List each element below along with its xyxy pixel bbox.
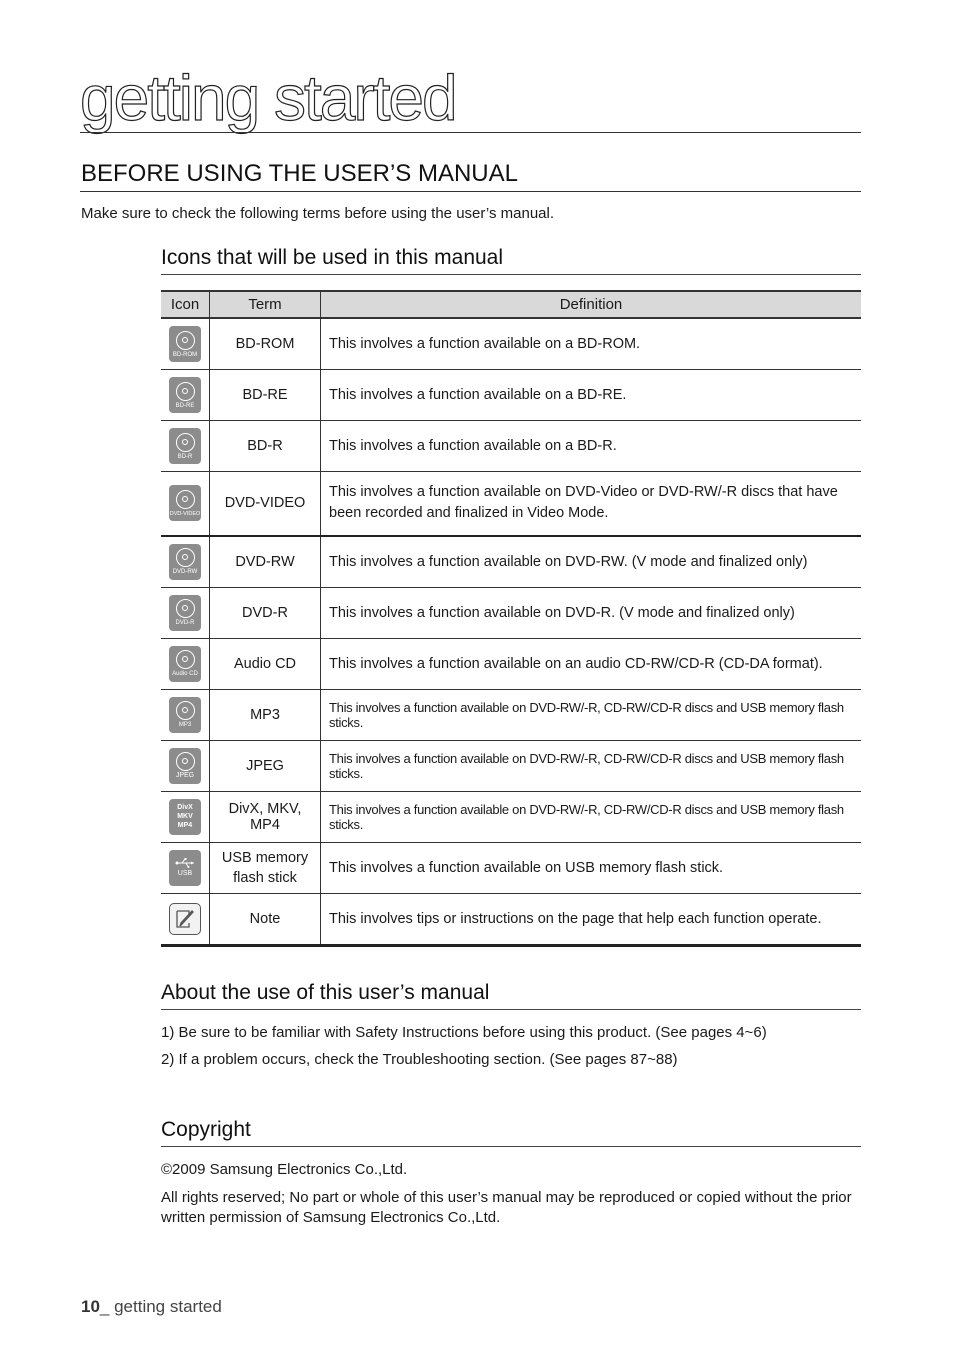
icon-cell — [161, 740, 210, 791]
footer-label: _ getting started — [99, 1297, 222, 1316]
term-cell: USB memory flash stick — [210, 842, 321, 893]
term-cell: JPEG — [210, 740, 321, 791]
icon-cell — [161, 587, 210, 638]
copyright-line: ©2009 Samsung Electronics Co.,Ltd. — [161, 1161, 408, 1178]
term-cell: BD-RE — [210, 370, 321, 421]
term-cell: DVD-R — [210, 587, 321, 638]
definition-cell: This involves tips or instructions on the page that help each function operate. — [321, 893, 862, 945]
note-pencil-icon — [169, 903, 201, 935]
chapter-title: getting started — [80, 62, 456, 134]
icon-cell — [161, 842, 210, 893]
table-row — [161, 893, 861, 945]
about-list-item-1: 1) Be sure to be familiar with Safety Instructions before using this product. (See pages 4~6) — [161, 1024, 767, 1041]
icon-cell — [161, 318, 210, 370]
icons-section-title: Icons that will be used in this manual — [161, 246, 504, 269]
copyright-rights: All rights reserved; No part or whole of this user’s manual may be reproduced or copied without the prior written permission of Samsung Electronics Co.,Ltd. — [161, 1189, 852, 1226]
table-row — [161, 536, 861, 588]
icon-label: DVD-R — [175, 620, 195, 626]
icon-label: USB — [177, 870, 193, 877]
definition-cell: This involves a function available on DVD-R. (V mode and finalized only) — [321, 587, 862, 638]
icon-cell — [161, 689, 210, 740]
chapter-rule — [80, 132, 861, 133]
disc-icon — [176, 752, 195, 771]
table-row — [161, 472, 861, 536]
icon-label: MP3 — [178, 722, 192, 728]
term-cell: DVD-VIDEO — [210, 472, 321, 536]
icon-label: DVD-VIDEO — [169, 510, 201, 517]
about-list-item-2: 2) If a problem occurs, check the Troubleshooting section. (See pages 87~88) — [161, 1051, 678, 1068]
icon-label: DivX MKV MP4 — [177, 804, 193, 829]
icon-label: BD-ROM — [172, 351, 198, 358]
definition-cell: This involves a function available on DVD-RW. (V mode and finalized only) — [321, 536, 862, 588]
definition-cell: This involves a function available on DVD-RW/-R, CD-RW/CD-R discs and USB memory flash sticks. — [321, 791, 862, 842]
audio-cd-disc-icon — [169, 646, 201, 682]
usb-symbol-icon — [175, 857, 195, 869]
definition-cell: This involves a function available on an audio CD-RW/CD-R (CD-DA format). — [321, 638, 862, 689]
definition-cell: This involves a function available on a BD-R. — [321, 421, 862, 472]
dvd-video-disc-icon — [169, 485, 201, 521]
icon-label: Audio CD — [172, 671, 198, 677]
bd-rom-disc-icon — [169, 326, 201, 362]
copyright-section-title: Copyright — [161, 1118, 251, 1141]
dvd-rw-disc-icon — [169, 544, 201, 580]
term-cell: BD-ROM — [210, 318, 321, 370]
disc-icon — [176, 548, 195, 567]
table-row — [161, 791, 861, 842]
icons-table — [161, 290, 861, 947]
icons-section-rule — [161, 274, 861, 275]
table-row — [161, 842, 861, 893]
disc-icon — [176, 650, 195, 669]
table-row — [161, 421, 861, 472]
icon-cell — [161, 791, 210, 842]
term-cell: MP3 — [210, 689, 321, 740]
disc-icon — [176, 701, 195, 720]
table-row — [161, 689, 861, 740]
section-title: BEFORE USING THE USER’S MANUAL — [81, 160, 518, 187]
icon-cell — [161, 893, 210, 945]
usb-icon — [169, 850, 201, 886]
table-row — [161, 370, 861, 421]
definition-cell: This involves a function available on DVD-Video or DVD-RW/-R discs that have been recorded and finalized in Video Mode. — [321, 472, 862, 536]
table-row — [161, 318, 861, 370]
icon-cell — [161, 472, 210, 536]
header-term: Term — [210, 291, 321, 318]
section-intro: Make sure to check the following terms before using the user’s manual. — [81, 205, 555, 222]
term-cell: DivX, MKV, MP4 — [210, 791, 321, 842]
table-header-row — [161, 291, 861, 318]
mp3-disc-icon — [169, 697, 201, 733]
header-definition: Definition — [321, 291, 862, 318]
icon-label: JPEG — [175, 772, 195, 779]
table-row — [161, 587, 861, 638]
pencil-icon — [173, 907, 197, 931]
dvd-r-disc-icon — [169, 595, 201, 631]
term-cell: Note — [210, 893, 321, 945]
disc-icon — [176, 433, 195, 452]
icon-label: BD-R — [177, 453, 193, 460]
jpeg-disc-icon — [169, 748, 201, 784]
term-cell: DVD-RW — [210, 536, 321, 588]
copyright-section-rule — [161, 1146, 861, 1147]
bd-r-disc-icon — [169, 428, 201, 464]
icon-cell — [161, 421, 210, 472]
table-row — [161, 740, 861, 791]
disc-icon — [176, 382, 195, 401]
definition-cell: This involves a function available on USB memory flash stick. — [321, 842, 862, 893]
term-cell: Audio CD — [210, 638, 321, 689]
disc-icon — [176, 331, 195, 350]
bd-re-disc-icon — [169, 377, 201, 413]
definition-cell: This involves a function available on DVD-RW/-R, CD-RW/CD-R discs and USB memory flash sticks. — [321, 689, 862, 740]
definition-cell: This involves a function available on a BD-ROM. — [321, 318, 862, 370]
disc-icon — [176, 599, 195, 618]
section-rule — [80, 191, 861, 192]
page-footer — [81, 1297, 222, 1317]
definition-cell: This involves a function available on a BD-RE. — [321, 370, 862, 421]
icon-cell — [161, 638, 210, 689]
about-section-title: About the use of this user’s manual — [161, 981, 490, 1004]
definition-cell: This involves a function available on DVD-RW/-R, CD-RW/CD-R discs and USB memory flash sticks. — [321, 740, 862, 791]
divx-mkv-mp4-icon — [169, 799, 201, 835]
icon-label: DVD-RW — [172, 569, 198, 575]
icon-cell — [161, 536, 210, 588]
table-row — [161, 638, 861, 689]
icon-cell — [161, 370, 210, 421]
header-icon: Icon — [161, 291, 210, 318]
page-number: 10 — [81, 1297, 100, 1316]
disc-icon — [176, 490, 195, 509]
term-cell: BD-R — [210, 421, 321, 472]
icon-label: BD-RE — [175, 402, 195, 409]
about-section-rule — [161, 1009, 861, 1010]
